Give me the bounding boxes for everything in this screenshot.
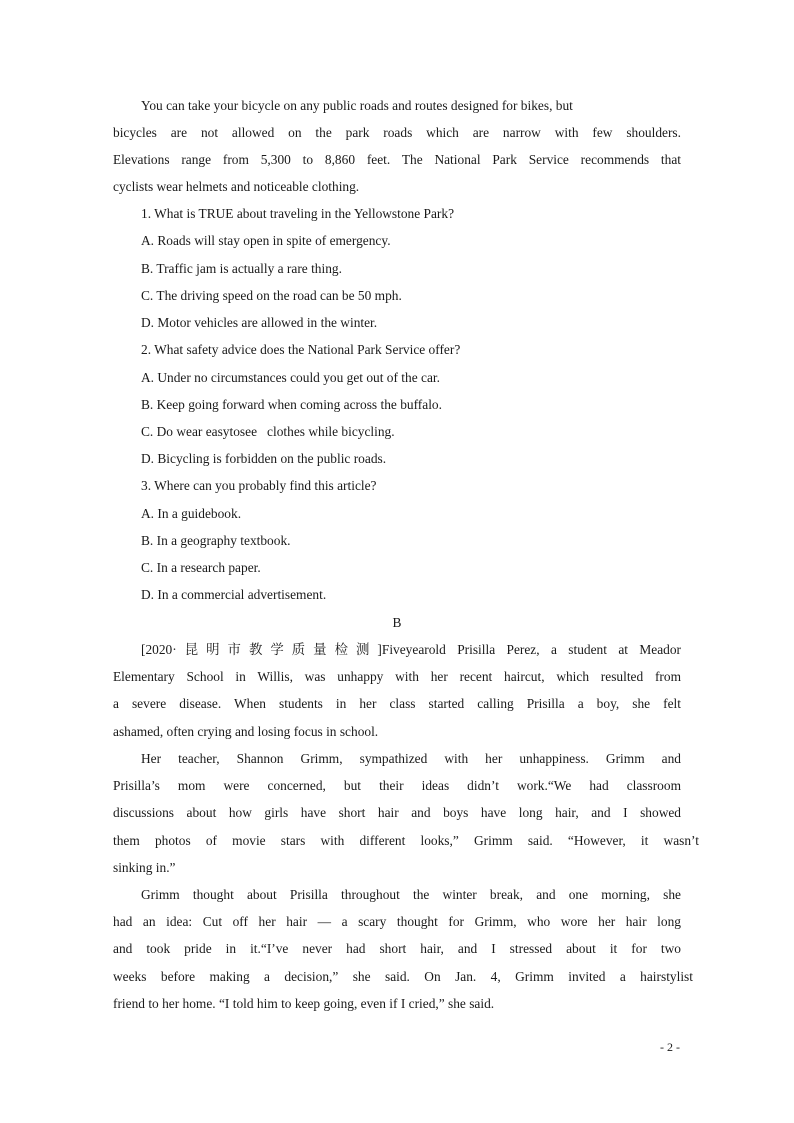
passage-b-line: weeks before making a decision,” she said. On Jan. 4, Grimm invited a hairstylist bbox=[113, 969, 693, 984]
answer-option: C. In a research paper. bbox=[141, 560, 261, 575]
passage-a-line: cyclists wear helmets and noticeable clothing. bbox=[113, 179, 360, 194]
passage-b-line: Prisilla’s mom were concerned, but their ideas didn’t work.“We had classroom bbox=[113, 778, 681, 793]
answer-option: B. Keep going forward when coming across the buffalo. bbox=[141, 397, 442, 412]
answer-option: B. In a geography textbook. bbox=[141, 533, 291, 548]
answer-option: A. In a guidebook. bbox=[141, 506, 242, 521]
answer-option: C. The driving speed on the road can be 50 mph. bbox=[141, 288, 402, 303]
passage-a-line: Elevations range from 5,300 to 8,860 feet. The National Park Service recommends that bbox=[113, 152, 681, 167]
passage-a-line: bicycles are not allowed on the park roads which are narrow with few shoulders. bbox=[113, 125, 681, 140]
passage-b-line: sinking in.” bbox=[113, 860, 176, 875]
answer-option: A. Under no circumstances could you get out of the car. bbox=[141, 370, 440, 385]
passage-b-line: discussions about how girls have short hair and boys have long hair, and I showed bbox=[113, 805, 681, 820]
answer-option: C. Do wear easytosee clothes while bicycling. bbox=[141, 424, 395, 439]
passage-b-line: [2020·昆明市教学质量检测]Fiveyearold Prisilla Perez, a student at Meador bbox=[141, 642, 681, 657]
passage-b-line: a severe disease. When students in her class started calling Prisilla a boy, she felt bbox=[113, 696, 681, 711]
answer-option: D. Motor vehicles are allowed in the winter. bbox=[141, 315, 378, 330]
question-stem: 1. What is TRUE about traveling in the Yellowstone Park? bbox=[141, 206, 455, 221]
passage-a-line: You can take your bicycle on any public roads and routes designed for bikes, but bbox=[141, 98, 573, 113]
passage-b-line: and took pride in it.“I’ve never had short hair, and I stressed about it for two bbox=[113, 941, 681, 956]
answer-option: D. Bicycling is forbidden on the public roads. bbox=[141, 451, 387, 466]
question-stem: 3. Where can you probably find this article? bbox=[141, 478, 377, 493]
passage-b-line: ashamed, often crying and losing focus in school. bbox=[113, 724, 379, 739]
passage-b-line: Grimm thought about Prisilla throughout the winter break, and one morning, she bbox=[141, 887, 681, 902]
passage-b-line: Elementary School in Willis, was unhappy with her recent haircut, which resulted from bbox=[113, 669, 681, 684]
answer-option: D. In a commercial advertisement. bbox=[141, 587, 327, 602]
question-stem: 2. What safety advice does the National Park Service offer? bbox=[141, 342, 461, 357]
passage-b-line: Her teacher, Shannon Grimm, sympathized with her unhappiness. Grimm and bbox=[141, 751, 681, 766]
answer-option: B. Traffic jam is actually a rare thing. bbox=[141, 261, 342, 276]
passage-b-line: friend to her home. “I told him to keep going, even if I cried,” she said. bbox=[113, 996, 495, 1011]
passage-b-line: them photos of movie stars with different looks,” Grimm said. “However, it wasn’t bbox=[113, 833, 699, 848]
section-heading: B bbox=[392, 615, 402, 630]
passage-b-line: had an idea: Cut off her hair — a scary thought for Grimm, who wore her hair long bbox=[113, 914, 681, 929]
answer-option: A. Roads will stay open in spite of emergency. bbox=[141, 233, 391, 248]
page-number: - 2 - bbox=[660, 1040, 680, 1054]
